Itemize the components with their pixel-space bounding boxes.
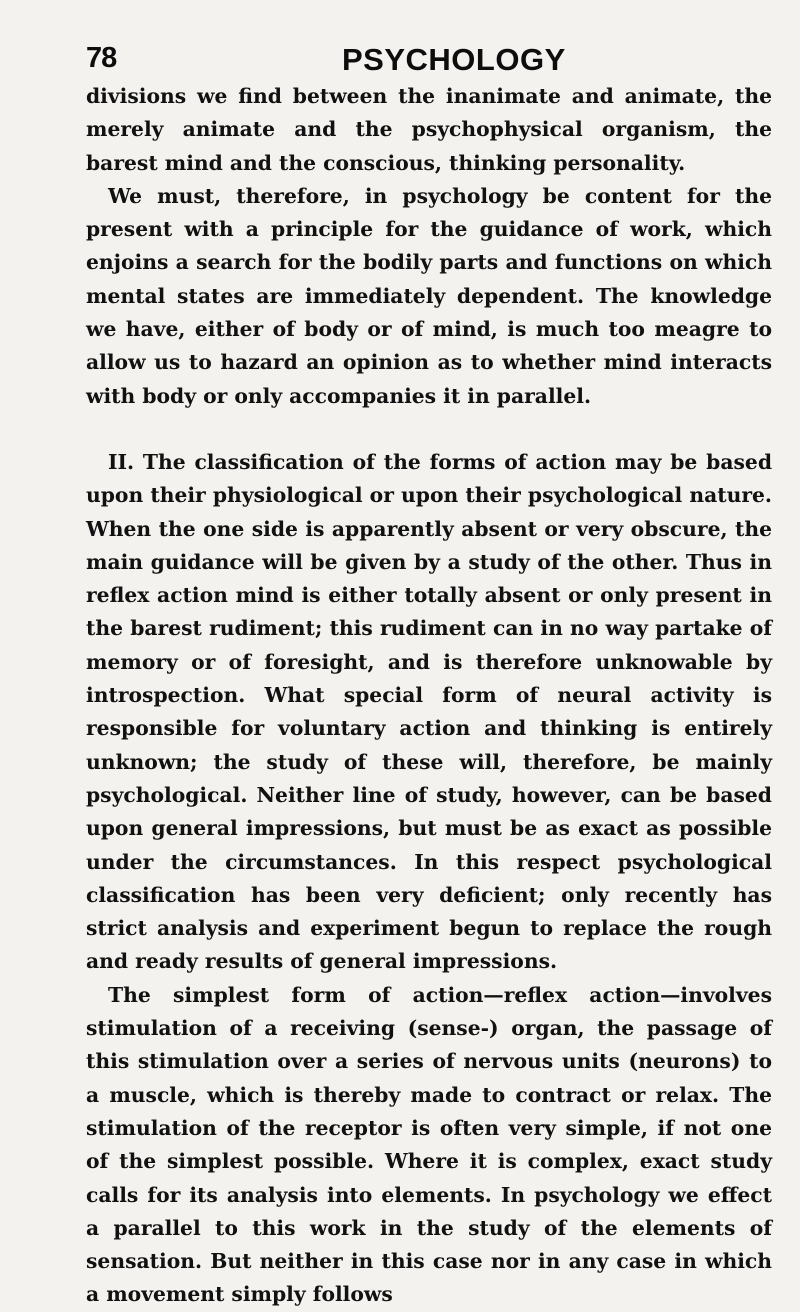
paragraph-3: II. The classification of the forms of action may be based upon their physiological or upon their psychological nature. When the one side is apparently absent or very obscure, the main guidance will be given by a study of the other. Thus in reflex action mind is either totally absent or only present in the barest rudiment; this rudiment can in no way partake of memory or of foresight, and is therefore unknowable by introspection. What special form of neural activity is responsible for voluntary action and thinking is entirely unknown; the study of these will, therefore, be mainly psychological. Neither line of study, however, can be based upon general impressions, but must be as exact as possible under the circumstances. In this respect psychological classification has been very deficient; only recently has strict analysis and experiment begun to replace the rough and ready results of general impressions. xyxy=(86,449,772,974)
running-title: PSYCHOLOGY xyxy=(342,42,566,77)
paragraph-2: We must, therefore, in psychology be content for the present with a principle for the guidance of work, which enjoins a search for the bodily parts and functions on which mental states are immediately dependent. The knowledge we have, either of body or of mind, is much too meagre to allow us to hazard an opinion as to whether mind interacts with body or only accompanies it in parallel. xyxy=(86,183,772,408)
page-number: 78 xyxy=(86,42,117,74)
paragraph-4: The simplest form of action—reflex action—involves stimulation of a receiving (sense-) organ, the passage of this stimulation over a series of nervous units (neurons) to a muscle, which is thereby made to contract or relax. The stimulation of the receptor is often very simple, if not one of the simplest possible. Where it is complex, exact study calls for its analysis into elements. In psychology we effect a parallel to this work in the study of the elements of sensation. But neither in this case nor in any case in which a movement simply follows xyxy=(86,982,772,1307)
running-head xyxy=(86,36,772,80)
body-text xyxy=(86,80,772,1312)
paragraph-1: divisions we find between the inanimate and animate, the merely animate and the psychophysical organism, the barest mind and the conscious, thinking personality. xyxy=(86,84,772,175)
